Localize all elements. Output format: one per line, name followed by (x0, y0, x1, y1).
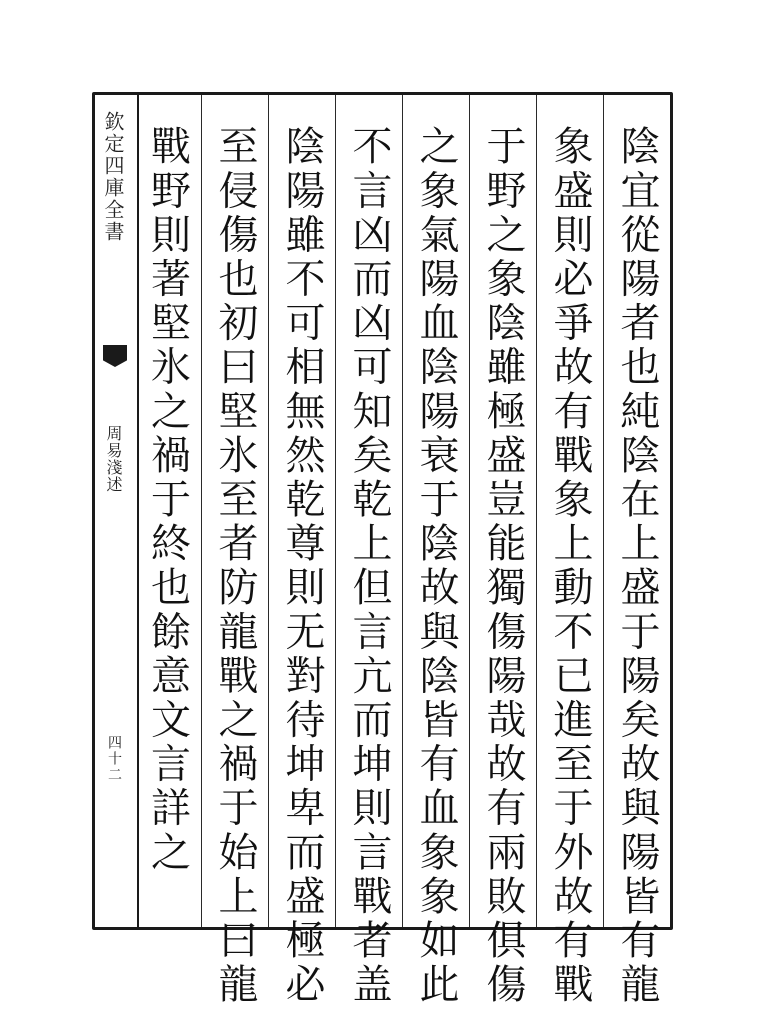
book-title: 欽定四庫全書 (101, 111, 125, 243)
column-text: 象盛則必爭故有戰象上動不已進至于外故有戰 (547, 125, 593, 1007)
chapter-title: 周易淺述 (104, 425, 123, 493)
column-text: 之象氣陽血陰陽衰于陰故與陰皆有血象象如此 (413, 125, 459, 1007)
text-columns (139, 95, 670, 1007)
page-spine (95, 95, 139, 927)
page-frame (92, 92, 673, 1007)
text-column-4 (402, 95, 469, 1007)
column-text: 于野之象陰雖極盛豈能獨傷陽哉故有兩敗俱傷 (480, 125, 526, 1007)
column-text: 戰野則著堅氷之禍于終也餘意文言詳之 (144, 125, 191, 875)
column-text: 陰宜從陽者也純陰在上盛于陽矣故與陽皆有龍 (614, 125, 660, 1007)
column-text: 至侵傷也初曰堅氷至者防龍戰之禍于始上曰龍 (212, 125, 258, 1007)
column-text: 不言凶而凶可知矣乾上但言亢而坤則言戰者盖 (346, 125, 392, 1007)
text-column-6 (268, 95, 335, 1007)
column-text: 陰陽雖不可相無然乾尊則无對待坤卑而盛極必 (279, 125, 325, 1007)
text-column-7 (201, 95, 268, 1007)
text-column-3 (469, 95, 536, 1007)
text-column-5 (335, 95, 402, 1007)
fish-tail-mark-icon (103, 345, 127, 367)
text-column-1 (603, 95, 670, 1007)
text-column-8 (134, 95, 201, 927)
page-number: 四十二 (106, 735, 122, 783)
text-column-2 (536, 95, 603, 1007)
